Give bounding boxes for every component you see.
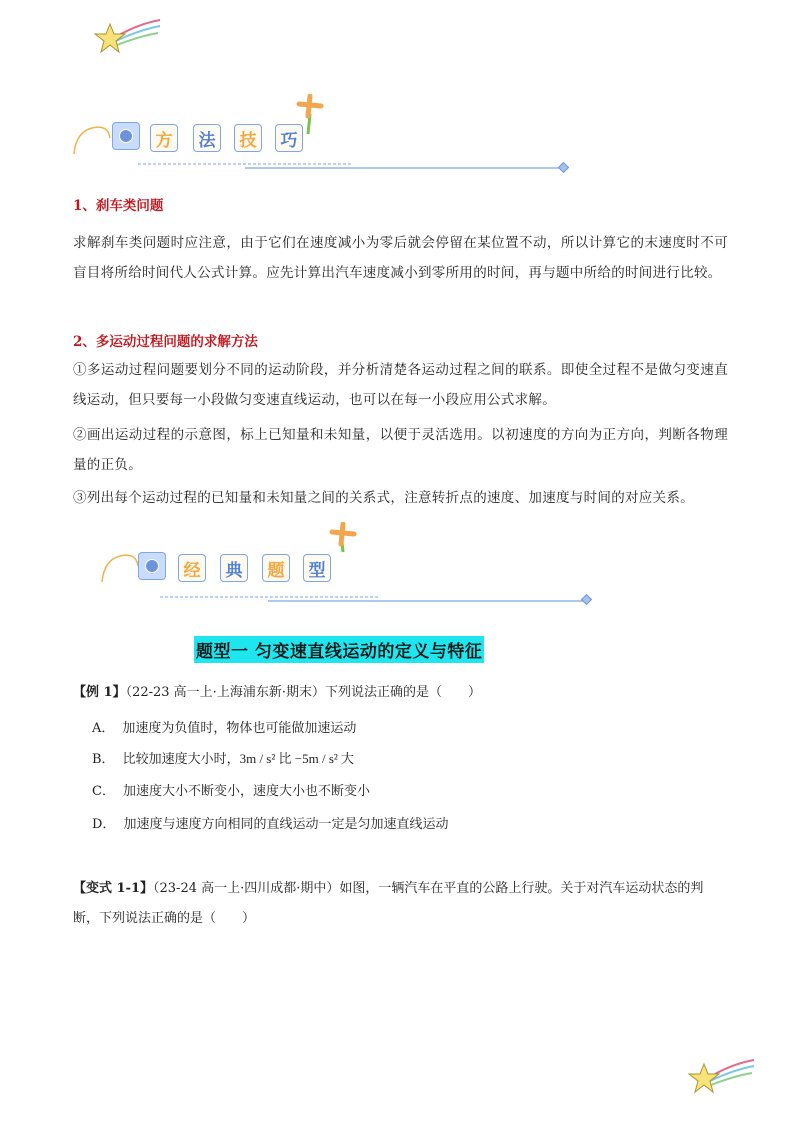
variant-label: 【变式 1-1】 (73, 881, 154, 896)
section-paragraph: 求解刹车类问题时应注意，由于它们在速度减小为零后就会停留在某位置不动，所以计算它的末速度时不可盲目将所给时间代人公式计算。应先计算出汽车速度减小到零所用的时间，再与题中所给的时间进行比较。 (73, 235, 728, 281)
option-text: 加速度为负值时，物体也可能做加速运动 (122, 721, 357, 736)
option-b[interactable] (92, 748, 354, 767)
option-label: C． (92, 784, 115, 799)
example-stem: 下列说法正确的是（ ） (324, 685, 481, 700)
option-text: 比 (278, 752, 292, 767)
banner-decoration (98, 522, 608, 606)
banner-char-tile: 经 (178, 554, 206, 582)
banner-char-tile: 典 (220, 554, 248, 582)
option-text: 加速度与速度方向相同的直线运动一定是匀加速直线运动 (123, 817, 449, 832)
method-point: ③列出每个运动过程的已知量和未知量之间的关系式，注意转折点的速度、加速度与时间的对应关系。 (73, 490, 694, 506)
example-question (73, 683, 481, 703)
banner-decoration (70, 94, 580, 174)
option-text: 加速度大小不断变小，速度大小也不断变小 (122, 784, 370, 799)
variant-text: （23-24 高一上·四川成都·期中）如图，一辆汽车在平直的公路上行驶。关于对汽车运动状态的判断，下列说法正确的是（ ） (73, 881, 704, 926)
banner-bullet-tile (112, 122, 140, 150)
banner-char-tile: 技 (234, 124, 262, 152)
banner-char-tile: 题 (262, 554, 290, 582)
method-point: ②画出运动过程的示意图，标上已知量和未知量，以便于灵活选用。以初速度的方向为正方向，判断各物理量的正负。 (73, 427, 728, 473)
section-heading: 1、刹车类问题 (73, 198, 164, 214)
banner-char-tile: 法 (193, 124, 221, 152)
math-expression: −5m / s² (291, 751, 342, 766)
option-text: 比较加速度大小时， (122, 752, 240, 767)
option-d[interactable] (92, 813, 448, 832)
example-label: 【例 1】 (73, 685, 126, 700)
shooting-star-icon (92, 16, 164, 60)
question-type-title: 题型一 匀变速直线运动的定义与特征 (194, 636, 484, 663)
math-expression: 3m / s² (239, 751, 279, 766)
example-source: （22-23 高一上·上海浦东新·期末） (125, 685, 325, 700)
option-c[interactable] (92, 780, 370, 799)
method-point: ①多运动过程问题要划分不同的运动阶段，并分析清楚各运动过程之间的联系。即使全过程不是做匀变速直线运动，但只要每一小段做匀变速直线运动，也可以在每一小段应用公式求解。 (73, 362, 728, 408)
option-label: D． (92, 817, 116, 832)
option-text: 大 (341, 752, 355, 767)
option-label: A． (92, 721, 115, 736)
banner-char-tile: 巧 (275, 124, 303, 152)
banner-bullet-tile (138, 552, 166, 580)
option-label: B． (92, 752, 115, 767)
option-a[interactable] (92, 717, 356, 736)
section-heading: 2、多运动过程问题的求解方法 (73, 334, 258, 350)
banner-char-tile: 方 (150, 124, 178, 152)
variant-question (73, 874, 728, 934)
banner-char-tile: 型 (303, 554, 331, 582)
shooting-star-icon (686, 1056, 758, 1100)
